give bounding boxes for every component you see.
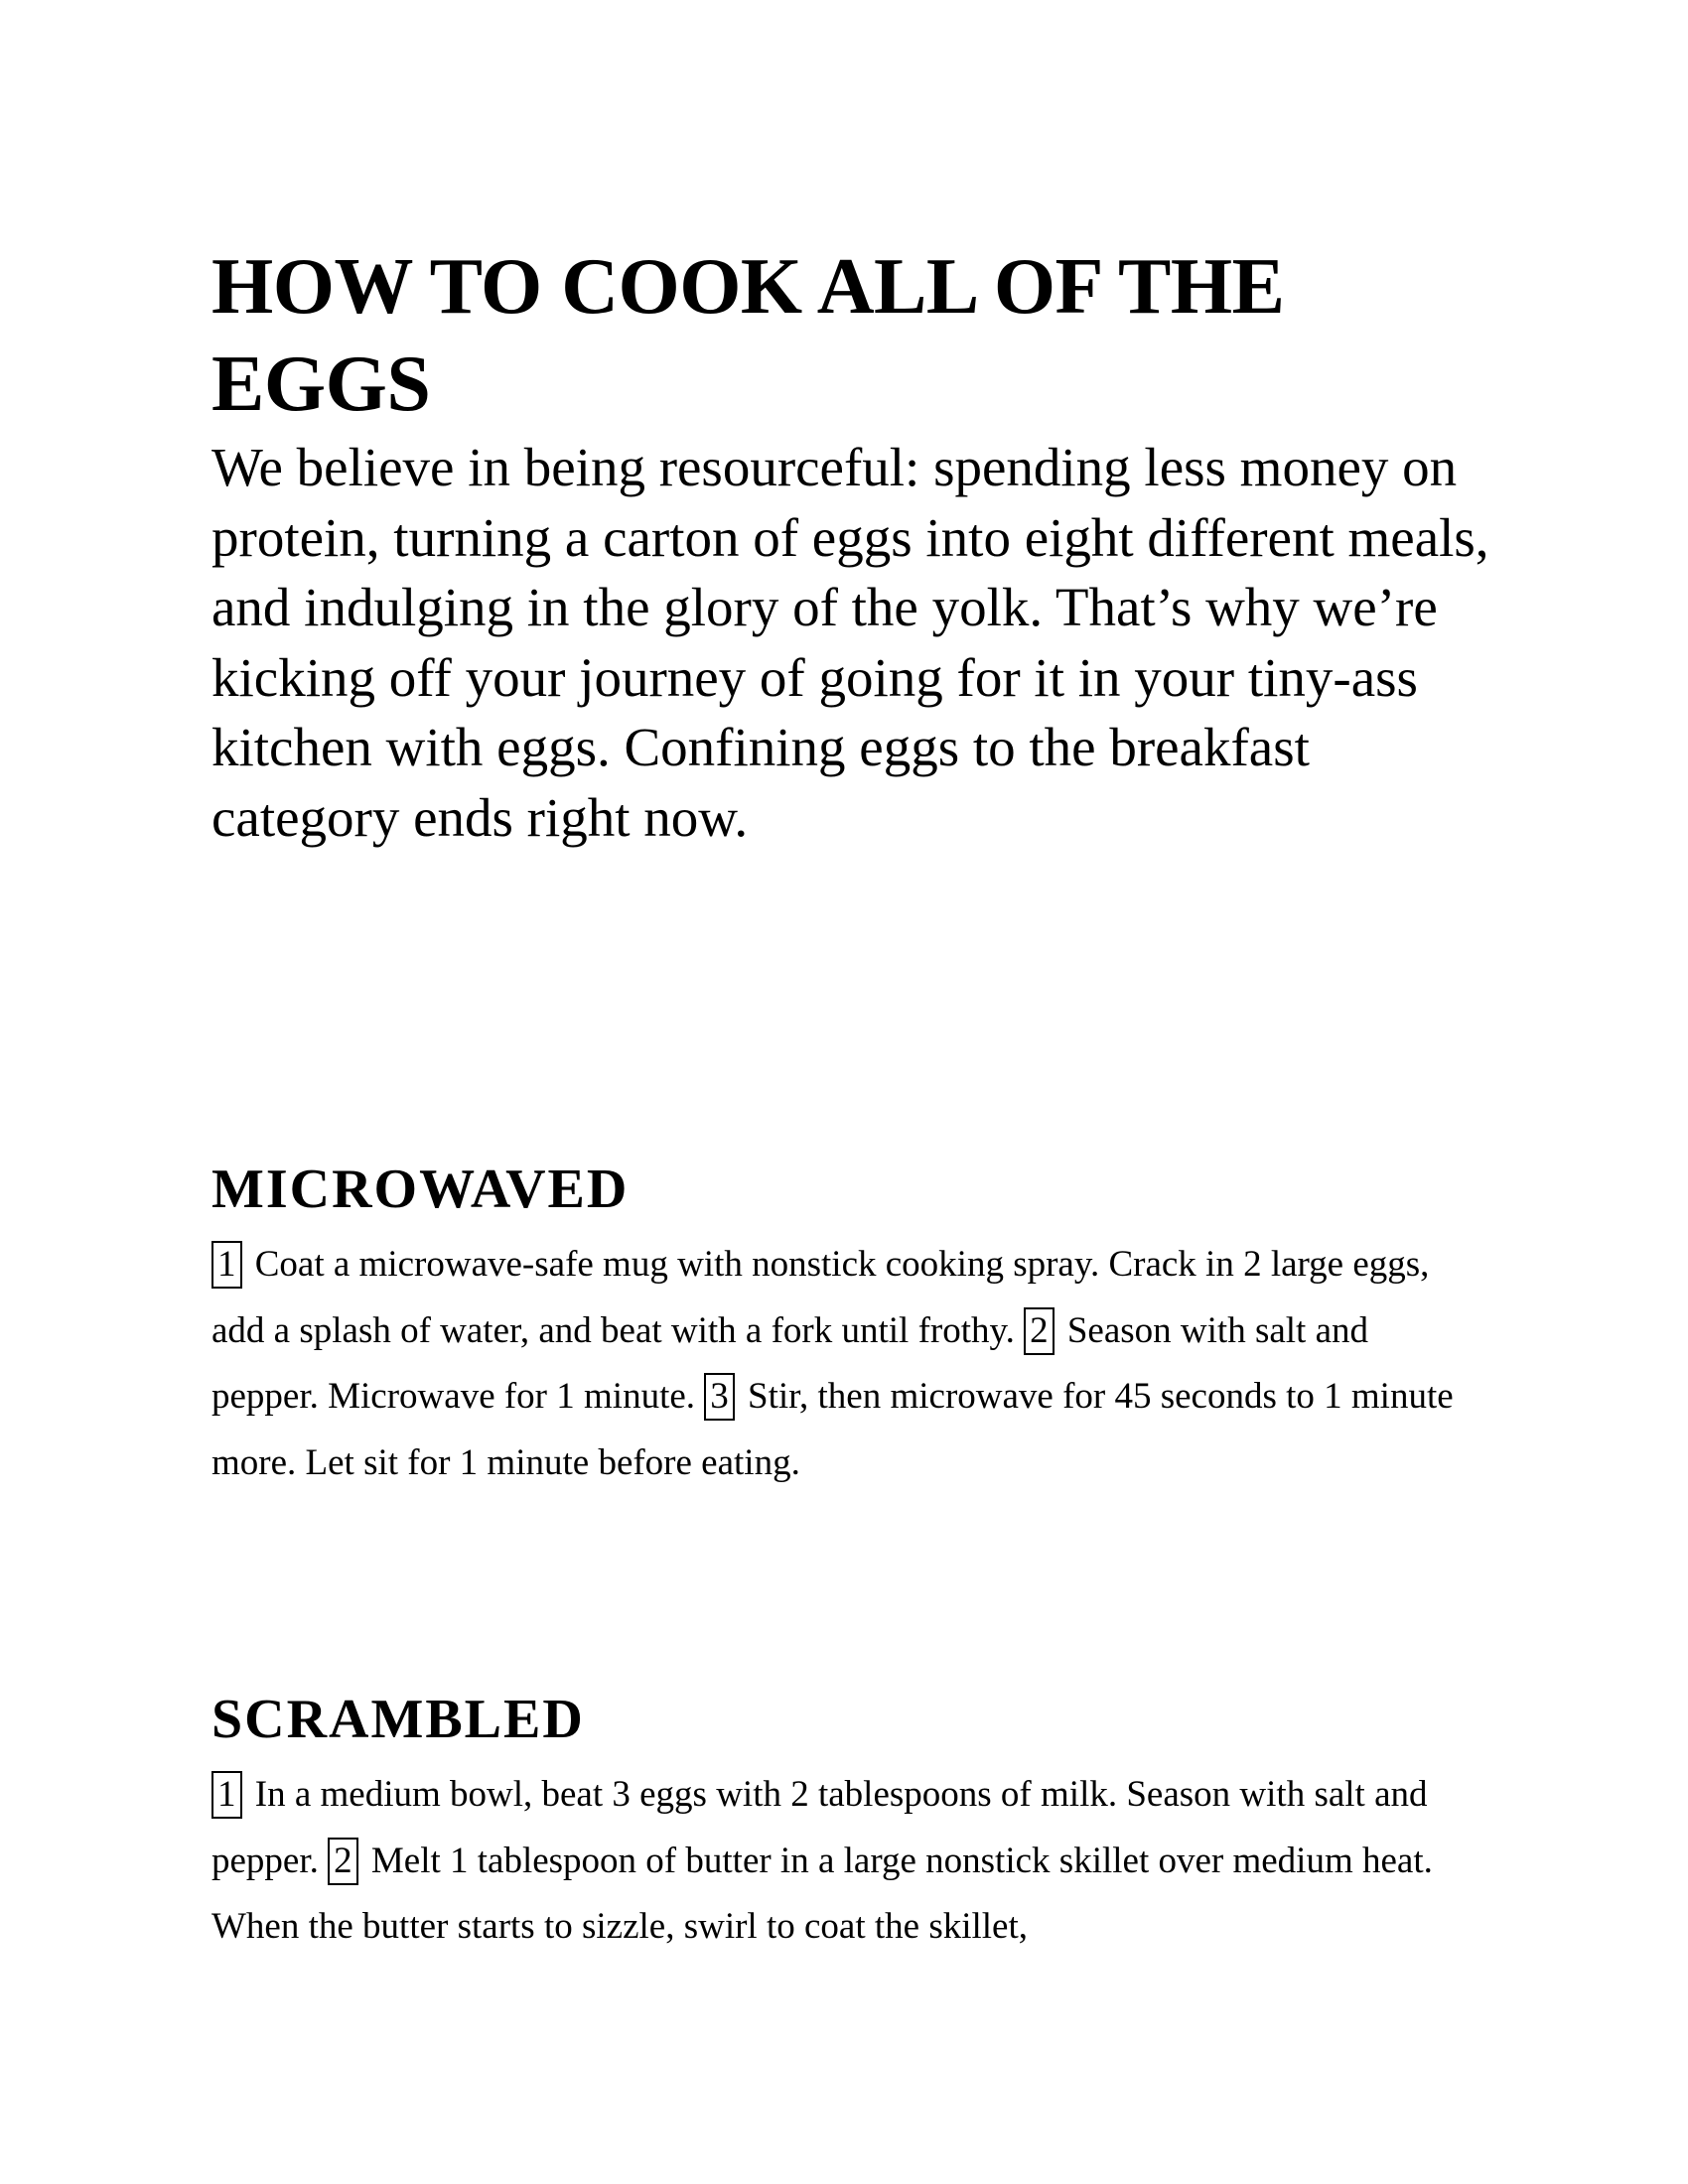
step-text: Stir, then microwave for 45 seconds to 1 minute more. Let sit for 1 minute before eating. [211,1376,1454,1483]
step-number: 2 [1024,1307,1055,1355]
step-number: 1 [211,1241,242,1289]
section-title: SCRAMBLED [211,1689,585,1750]
step-number: 3 [704,1373,735,1421]
step-text: Coat a microwave-safe mug with nonstick cooking spray. Crack in 2 large eggs, add a splash of water, and beat with a fork until frothy. [211,1244,1430,1351]
intro-paragraph: We believe in being resourceful: spending less money on protein, turning a carton of eggs into eight different meals, and indulging in the glory of the yolk. That’s why we’re kicking off your journey of going for it in your tiny-ass kitchen with eggs. Confining eggs to the breakfast category ends right now. [211,437,1489,848]
step-text: Season with salt and pepper. Microwave for 1 minute. [211,1309,1369,1417]
steps-paragraph [211,1762,1473,1961]
section-title: MICROWAVED [211,1159,630,1220]
section-microwaved [211,1155,1502,1496]
step-text: Melt 1 tablespoon of butter in a large nonstick skillet over medium heat. When the butter starts to sizzle, swirl to coat the skillet, [211,1840,1433,1947]
step-text: In a medium bowl, beat 3 eggs with 2 tablespoons of milk. Season with salt and pepper. [211,1774,1428,1881]
article-header [211,238,1502,853]
step-number: 1 [211,1771,242,1819]
page-title: HOW TO COOK ALL OF THE EGGS [211,243,1285,428]
section-scrambled [211,1685,1502,1961]
steps-paragraph [211,1232,1473,1496]
step-number: 2 [328,1838,358,1885]
